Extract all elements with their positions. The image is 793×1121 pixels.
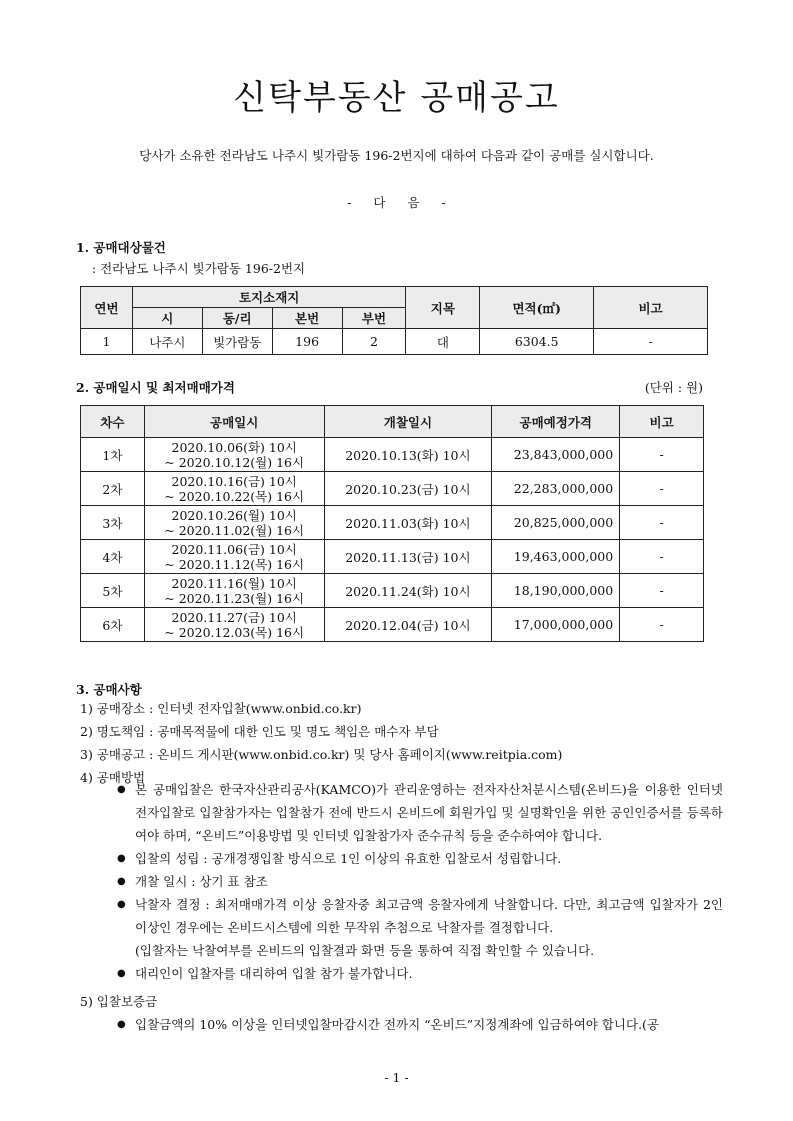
period-end: ~ 2020.12.03(목) 16시 — [164, 624, 305, 640]
table-row — [81, 608, 704, 642]
header-si: 시 — [132, 308, 202, 329]
period-end: ~ 2020.11.02(월) 16시 — [164, 522, 305, 538]
cell-jimok: 대 — [406, 329, 480, 355]
table-row — [81, 574, 704, 608]
item-announcement: 3) 공매공고 : 온비드 게시판(www.onbid.co.kr) 및 당사 홈페이지(www.reitpia.com) — [80, 747, 563, 762]
header-bubeon: 부번 — [342, 308, 406, 329]
cell-period — [144, 472, 324, 506]
cell-area: 6304.5 — [480, 329, 594, 355]
cell-note: - — [620, 506, 704, 540]
cell-period — [144, 438, 324, 472]
section3-heading: 3. 공매사항 — [76, 682, 142, 697]
item-auction-place: 1) 공매장소 : 인터넷 전자입찰(www.onbid.co.kr) — [80, 701, 362, 716]
item-deposit: 5) 입찰보증금 — [80, 994, 158, 1009]
cell-open: 2020.10.13(화) 10시 — [324, 438, 492, 472]
cell-price: 23,843,000,000 — [492, 438, 620, 472]
cell-note: - — [620, 472, 704, 506]
cell-round: 3차 — [81, 506, 145, 540]
cell-price: 19,463,000,000 — [492, 540, 620, 574]
cell-period — [144, 574, 324, 608]
cell-period — [144, 608, 324, 642]
period-start: 2020.10.26(월) 10시 — [171, 507, 297, 523]
cell-note: - — [620, 574, 704, 608]
period-start: 2020.10.16(금) 10시 — [171, 473, 297, 489]
deposit-bullets — [117, 1013, 723, 1036]
cell-period — [144, 506, 324, 540]
header-bonbeon: 본번 — [272, 308, 342, 329]
header-no: 연번 — [81, 287, 133, 329]
table-row — [81, 540, 704, 574]
header-price: 공매예정가격 — [492, 406, 620, 438]
cell-period — [144, 540, 324, 574]
intro-text: 당사가 소유한 전라남도 나주시 빛가람동 196-2번지에 대하여 다음과 같이 공매를 실시합니다. — [139, 148, 654, 163]
cell-price: 22,283,000,000 — [492, 472, 620, 506]
header-dong: 동/리 — [202, 308, 272, 329]
cell-no: 1 — [81, 329, 133, 355]
cell-price: 20,825,000,000 — [492, 506, 620, 540]
cell-bonbeon: 196 — [272, 329, 342, 355]
item-auction-method: 4) 공매방법 — [80, 770, 146, 785]
cell-open: 2020.12.04(금) 10시 — [324, 608, 492, 642]
cell-si: 나주시 — [132, 329, 202, 355]
cell-open: 2020.11.03(화) 10시 — [324, 506, 492, 540]
table-row — [81, 506, 704, 540]
cell-note: - — [620, 540, 704, 574]
section1-heading: 1. 공매대상물건 — [76, 240, 166, 255]
cell-open: 2020.11.24(화) 10시 — [324, 574, 492, 608]
page-number: - 1 - — [384, 1070, 409, 1085]
cell-price: 18,190,000,000 — [492, 574, 620, 608]
item-handover: 2) 명도책임 : 공매목적물에 대한 인도 및 명도 책임은 매수자 부담 — [80, 724, 439, 739]
cell-round: 2차 — [81, 472, 145, 506]
section3-items — [80, 697, 562, 789]
cell-round: 1차 — [81, 438, 145, 472]
section2-heading: 2. 공매일시 및 최저매매가격 — [76, 380, 235, 395]
cell-note: - — [594, 329, 708, 355]
period-start: 2020.11.27(금) 10시 — [171, 609, 297, 625]
cell-round: 6차 — [81, 608, 145, 642]
cell-price: 17,000,000,000 — [492, 608, 620, 642]
bullet-bid-formation: ● 입찰의 성립 : 공개경쟁입찰 방식으로 1인 이상의 유효한 입찰로서 성립합니다. — [117, 847, 723, 870]
cell-note: - — [620, 608, 704, 642]
period-end: ~ 2020.11.23(월) 16시 — [164, 590, 305, 606]
header-period: 공매일시 — [144, 406, 324, 438]
period-start: 2020.10.06(화) 10시 — [171, 439, 297, 455]
period-start: 2020.11.06(금) 10시 — [171, 541, 297, 557]
auction-schedule-table — [80, 405, 704, 642]
header-note: 비고 — [594, 287, 708, 329]
cell-round: 5차 — [81, 574, 145, 608]
property-table — [80, 286, 708, 355]
header-note: 비고 — [620, 406, 704, 438]
period-end: ~ 2020.10.12(월) 16시 — [164, 454, 305, 470]
method-bullets — [117, 778, 723, 985]
header-round: 차수 — [81, 406, 145, 438]
period-end: ~ 2020.11.12(목) 16시 — [164, 556, 305, 572]
bullet-winner-note: (입찰자는 낙찰여부를 온비드의 입찰결과 화면 등을 통하여 직접 확인할 수 있습니다. — [135, 943, 595, 958]
period-end: ~ 2020.10.22(목) 16시 — [164, 488, 305, 504]
section-divider-text: - 다 음 - — [347, 195, 446, 210]
cell-round: 4차 — [81, 540, 145, 574]
cell-open: 2020.10.23(금) 10시 — [324, 472, 492, 506]
header-area: 면적(㎡) — [480, 287, 594, 329]
bullet-proxy: ● 대리인이 입찰자를 대리하여 입찰 참가 불가합니다. — [117, 962, 723, 985]
cell-dong: 빛가람동 — [202, 329, 272, 355]
section1-address: : 전라남도 나주시 빛가람동 196-2번지 — [92, 261, 306, 276]
header-jimok: 지목 — [406, 287, 480, 329]
table-row — [81, 472, 704, 506]
cell-open: 2020.11.13(금) 10시 — [324, 540, 492, 574]
bullet-onbid: ● 본 공매입찰은 한국자산관리공사(KAMCO)가 관리운영하는 전자자산처분시스템(온비드)을 이용한 인터넷 전자입찰로 입찰참가자는 입찰참가 전에 반드시 온비드에 회원가입 및 실명확인을 위한 공인인증서를 등록하여야 하며, “온비드”이용방법 및 인터넷 입찰참가자 준수규칙 등을 준수하여야 합니다. — [117, 778, 723, 847]
table-row — [81, 438, 704, 472]
header-open: 개찰일시 — [324, 406, 492, 438]
header-location: 토지소재지 — [132, 287, 406, 308]
cell-bubeon: 2 — [342, 329, 406, 355]
period-start: 2020.11.16(월) 10시 — [171, 575, 297, 591]
bullet-deposit: ● 입찰금액의 10% 이상을 인터넷입찰마감시간 전까지 “온비드”지정계좌에 입금하여야 합니다.(공 — [117, 1013, 723, 1036]
bullet-winner: ● 낙찰자 결정 : 최저매매가격 이상 응찰자중 최고금액 응찰자에게 낙찰합니다. 다만, 최고금액 입찰자가 2인 이상인 경우에는 온비드시스템에 의한 무작위 추첨으로 낙찰자를 결정합니다. — [117, 893, 723, 939]
unit-label: (단위 : 원) — [644, 380, 703, 395]
table-row — [81, 329, 708, 355]
page-title: 신탁부동산 공매공고 — [233, 78, 560, 118]
cell-note: - — [620, 438, 704, 472]
bullet-opening-date: ● 개찰 일시 : 상기 표 참조 — [117, 870, 723, 893]
